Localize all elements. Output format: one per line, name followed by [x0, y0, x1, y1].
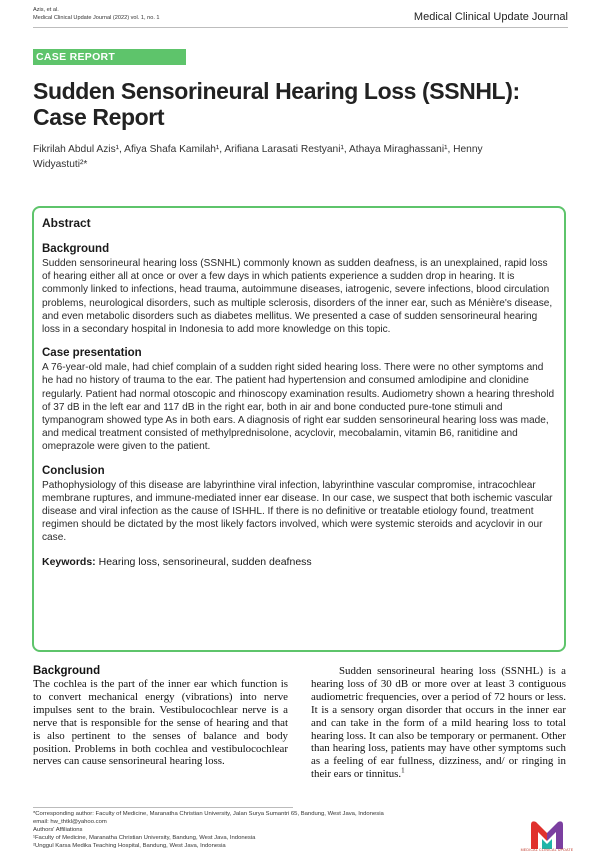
abstract-conclusion-heading: Conclusion [42, 464, 105, 477]
journal-name: Medical Clinical Update Journal [413, 11, 568, 23]
footnote-affiliation-2: ²Unggul Karsa Medika Teaching Hospital, Bandung, West Java, Indonesia [33, 843, 226, 850]
body-background-heading: Background [33, 665, 101, 677]
footnotes [33, 810, 473, 850]
running-header-citation: Medical Clinical Update Journal (2022) vol. 1, no. 1 [33, 15, 160, 21]
abstract-conclusion-text: Pathophysiology of this disease are labyrinthine viral infection, labyrinthine vascular compromise, intracochlear membrane ruptures, and immune-mediated inner ear disease. In our case, we suspect that both ischemic vascular disease and viral infection as the cause of ISHHL. If there is no definitive or treatable etiology found, treatment regimen should be dictated by the most likely factors involved, which were systemic steroids and acyclovir in our case. [42, 479, 553, 544]
keywords-line [42, 555, 556, 569]
footnote-corresponding: *Corresponding author: Faculty of Medicine, Maranatha Christian University, Jalan Surya Sumantri 65, Bandung, West Java, Indonesia [33, 811, 384, 817]
body-ssnhl-text: Sudden sensorineural hearing loss (SSNHL) is a hearing loss of 30 dB or more over at least 3 contiguous audiometric frequencies, over a period of 72 hours or less. It is a sensory organ disorder that occurs in the inner ear and can take in the form of a mild hearing loss to total hearing loss. It can also be temporary or permanent. Other than hearing loss, patients may have other symptoms such as a feeling of ear fullness, dizziness, and/ or ringing in their ears or tinnitus. [311, 665, 566, 781]
footnote-email[interactable]: email: hw_thtkl@yahoo.com [33, 819, 107, 826]
article-type-badge: CASE REPORT [33, 49, 186, 65]
body-background-text: The cochlea is the part of the inner ear which function is to convert mechanical energy (vibrations) into nerve impulses sent to the brain. Vestibulocochlear nerve is a nerve that is responsible for the sense of hearing and that is also pertinent to the senses of balance and body position. Problems in both cochlea and vestibulocochlear nerves can cause sensorineural hearing loss. [33, 678, 288, 768]
keywords-label: Keywords: [42, 555, 96, 568]
footnote-rule [33, 807, 293, 808]
body-column-left [33, 665, 288, 768]
running-header-authors: Azis, et al. [33, 7, 59, 13]
abstract-case-text: A 76-year-old male, had chief complain of a sudden right sided hearing loss. There were no other symptoms and he had no history of trauma to the ear. The patient had hypertension and consumed amlodipine and clonidine regularly. Patient had normal otoscopic and rhinoscopy examination results. Audiometry shown a hearing threshold of 37 dB in the left ear and 117 dB in the right ear, both in air and bone conducted pure-tone stimuli and tympanogram showed type As in both ears. A diagnosis of right ear sudden sensorineural hearing loss was made, and medical treatment consisted of methylprednisolone, acyclovir, mecobalamin, vitamin B6, ranitidine and omeprazole were given to the patient. [42, 362, 555, 453]
header-rule [33, 27, 568, 28]
article-title: Sudden Sensorineural Hearing Loss (SSNHL): Case Report [33, 78, 520, 130]
abstract-background-heading: Background [42, 243, 110, 255]
abstract-box [32, 206, 566, 652]
footnote-affiliations-heading: Authors' Affiliations [33, 827, 83, 834]
running-header-left [33, 6, 160, 22]
abstract-case-heading: Case presentation [42, 347, 142, 360]
abstract-heading: Abstract [42, 216, 91, 230]
keywords-text: Hearing loss, sensorineural, sudden deafness [98, 555, 312, 568]
author-list: Fikrilah Abdul Azis¹, Afiya Shafa Kamilah¹, Arifiana Larasati Restyani¹, Athaya Miraghassani¹, Henny Widyastuti²* [33, 144, 483, 170]
abstract-background-text: Sudden sensorineural hearing loss (SSNHL) commonly known as sudden deafness, is an unexplained, rapid loss of hearing either all at once or over a few days in which patients experience a sudden drop in hearing. It is commonly linked to infections, head trauma, autoimmune diseases, iatrogenic, severe infections, blood circulation problems, neurological disorders, such as multiple sclerosis, disorders of the inner ear, such as Ménière's disease, and even metabolic disorders such as diabetes mellitus. We presented a case of sudden sensorineural hearing loss in a secondary hospital in Indonesia to add more knowledge on this topic. [42, 258, 553, 336]
footnote-affiliation-1: ¹Faculty of Medicine, Maranatha Christian University, Bandung, West Java, Indonesia [33, 835, 256, 842]
body-ssnhl-paragraph [311, 665, 566, 781]
reference-marker[interactable]: 1 [401, 766, 405, 775]
logo-caption: MEDICAL CLINICAL UPDATE [520, 848, 574, 852]
body-column-right [311, 665, 566, 781]
